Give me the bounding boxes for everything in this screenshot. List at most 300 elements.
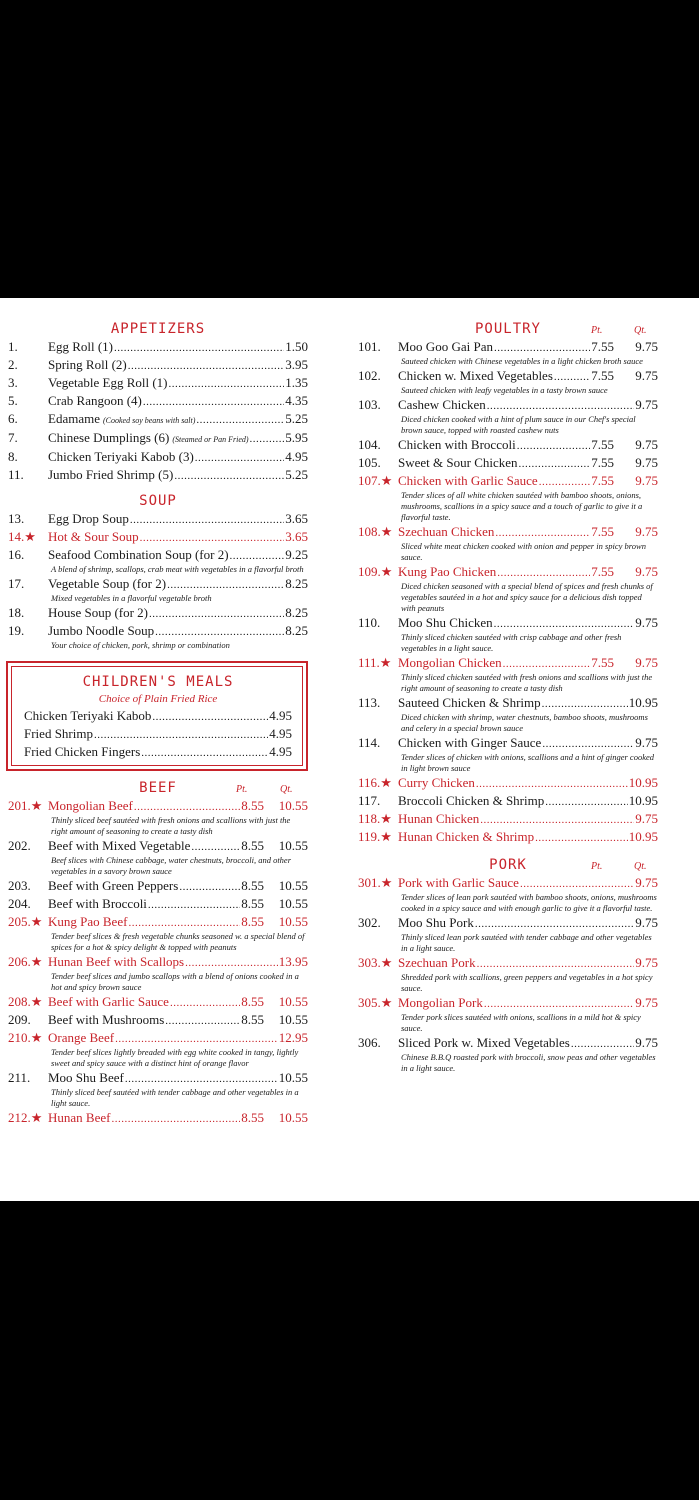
menu-item: [8, 1110, 308, 1127]
item-description: Tender beef slices & fresh vegetable chunks seasoned w. a special blend of spices for a hot & spicy delight & topped with peanuts: [51, 931, 305, 952]
menu-item: [358, 368, 658, 396]
menu-item-row: [8, 411, 308, 429]
menu-item-row: [8, 878, 308, 895]
item-number: 201.★: [8, 798, 43, 813]
item-number: 114.: [358, 735, 381, 750]
item-price-pint: 7.55: [591, 339, 614, 354]
leader-dots: [480, 811, 634, 828]
menu-item-row: [8, 1012, 308, 1029]
leader-dots: [114, 339, 284, 356]
item-price-pint: 7.55: [591, 473, 614, 488]
item-description: Diced chicken with shrimp, water chestnuts, bamboo shoots, mushrooms and celery in a special brown sauce: [401, 712, 648, 733]
menu-item-row: [24, 726, 292, 743]
item-price-quart: 9.75: [635, 397, 658, 412]
item-name: Hunan Chicken & Shrimp: [398, 829, 535, 844]
item-price-quart: 9.75: [635, 437, 658, 452]
item-price-quart: 9.75: [635, 955, 658, 970]
beef-pt-label: Pt.: [236, 784, 248, 795]
menu-item: [8, 411, 308, 429]
leader-dots: [475, 915, 634, 932]
leader-dots: [169, 375, 285, 392]
menu-item-row: [358, 655, 658, 672]
menu-item-row: [358, 695, 658, 712]
item-number: 204.: [8, 896, 31, 911]
item-price: 5.25: [285, 411, 308, 426]
item-name: Szechuan Pork: [398, 955, 476, 970]
item-description: Thinly sliced chicken sautéed with fresh onions and scallions with just the right amount of seasoning to create a tasty dish: [401, 672, 653, 693]
item-number: 209.: [8, 1012, 31, 1027]
leader-dots: [487, 397, 635, 414]
item-description: Your choice of chicken, pork, shrimp or combination: [51, 640, 230, 650]
menu-item: [358, 339, 658, 367]
leader-dots: [503, 655, 591, 672]
menu-item: [8, 838, 308, 877]
item-number: 110.: [358, 615, 381, 630]
menu-item: [8, 576, 308, 604]
menu-item: [358, 437, 658, 454]
leader-dots: [94, 726, 268, 743]
menu-item: [24, 744, 292, 761]
item-price: 5.25: [285, 467, 308, 482]
item-price-quart: 10.55: [278, 838, 308, 853]
leader-dots: [174, 467, 284, 484]
item-name: Sweet & Sour Chicken: [398, 455, 518, 470]
menu-item-row: [8, 529, 308, 546]
menu-item: [358, 473, 658, 523]
leader-dots: [191, 838, 240, 855]
item-number: 101.: [358, 339, 381, 354]
item-name: Chicken Teriyaki Kabob: [24, 708, 152, 723]
menu-item: [8, 605, 308, 622]
menu-item: [8, 1012, 308, 1029]
item-number: 13.: [8, 511, 25, 526]
menu-item-row: [358, 995, 658, 1012]
menu-item: [8, 511, 308, 528]
item-name: Hunan Beef with Scallops: [48, 954, 185, 969]
menu-item: [358, 655, 658, 694]
menu-item-row: [8, 357, 308, 374]
menu-item-row: [358, 775, 658, 792]
menu-item: [358, 811, 658, 828]
item-number: 14.★: [8, 529, 36, 544]
leader-dots: [140, 529, 285, 546]
item-number: 306.: [358, 1035, 381, 1050]
item-description: Thinly sliced beef sautéed with fresh onions and scallions with just the right amount of seasoning to create a tasty dish: [51, 815, 291, 836]
item-number: 107.★: [358, 473, 393, 488]
menu-item-row: [8, 339, 308, 356]
item-number: 116.★: [358, 775, 392, 790]
menu-item: [8, 375, 308, 392]
menu-item-row: [8, 954, 308, 971]
menu-item-row: [8, 375, 308, 392]
item-price-quart: 9.75: [635, 735, 658, 750]
menu-item-row: [358, 793, 658, 810]
item-price: 4.95: [269, 744, 292, 759]
item-price-pint: 8.55: [241, 1110, 264, 1125]
item-number: 1.: [8, 339, 18, 354]
leader-dots: [196, 411, 284, 428]
item-description: Mixed vegetables in a flavorful vegetable broth: [51, 593, 212, 603]
leader-dots: [148, 896, 240, 913]
item-number: 303.★: [358, 955, 393, 970]
childrens-meals-box: [6, 661, 308, 771]
item-description: Shredded pork with scallions, green peppers and vegetables in a hot spicy sauce.: [401, 972, 653, 993]
leader-dots: [484, 995, 634, 1012]
leader-dots: [115, 1030, 278, 1047]
leader-dots: [185, 954, 278, 971]
item-description: Sauteed chicken with leafy vegetables in a tasty brown sauce: [401, 385, 608, 395]
item-number: 6.: [8, 411, 18, 426]
item-name: Chicken Teriyaki Kabob (3): [48, 449, 194, 464]
menu-item: [358, 735, 658, 774]
appetizers-title: APPETIZERS: [110, 321, 206, 337]
item-description: Thinly sliced beef sautéed with tender cabbage and other vegetables in a light sauce.: [51, 1087, 299, 1108]
leader-dots: [545, 793, 628, 810]
pork-qt-label: Qt.: [634, 861, 647, 872]
menu-item-row: [8, 994, 308, 1011]
item-price-pint: 8.55: [241, 838, 264, 853]
leader-dots: [134, 798, 240, 815]
item-price-quart: 9.75: [635, 524, 658, 539]
menu-item: [8, 339, 308, 356]
item-price: 8.25: [285, 623, 308, 638]
menu-item-row: [358, 875, 658, 892]
menu-item-row: [358, 437, 658, 454]
item-note: (Cooked soy beans with salt): [102, 416, 196, 425]
leader-dots: [130, 511, 284, 528]
item-number: 203.: [8, 878, 31, 893]
leader-dots: [519, 455, 591, 472]
item-number: 212.★: [8, 1110, 43, 1125]
leader-dots: [495, 524, 590, 541]
menu-item: [358, 915, 658, 954]
item-number: 206.★: [8, 954, 43, 969]
item-number: 11.: [8, 467, 24, 482]
pork-list: [358, 875, 658, 1074]
item-description: Diced chicken seasoned with a special blend of spices and fresh chunks of vegetables sautéed in a hot and spicy sauce for a delicious dish topped with peanuts: [401, 581, 653, 613]
item-description: Thinly sliced lean pork sautéed with tender cabbage and other vegetables in a light sauce.: [401, 932, 652, 953]
item-name: Egg Roll (1): [48, 339, 113, 354]
menu-item: [358, 995, 658, 1034]
item-price-quart: 13.95: [278, 954, 308, 969]
item-number: 113.: [358, 695, 381, 710]
item-name: Hunan Chicken: [398, 811, 480, 826]
menu-item: [358, 875, 658, 914]
menu-item: [358, 397, 658, 436]
item-name: Chicken with Ginger Sauce: [398, 735, 542, 750]
leader-dots: [149, 605, 284, 622]
pork-title: PORK Pt. Qt.: [358, 856, 658, 874]
item-number: 16.: [8, 547, 25, 562]
item-number: 210.★: [8, 1030, 43, 1045]
menu-item: [8, 547, 308, 575]
leader-dots: [476, 775, 628, 792]
item-name: Moo Shu Pork: [398, 915, 474, 930]
item-name: Moo Shu Chicken: [398, 615, 493, 630]
menu-item: [358, 524, 658, 563]
menu-item: [358, 955, 658, 994]
item-price-pint: 8.55: [241, 798, 264, 813]
item-price-quart: 9.75: [635, 995, 658, 1010]
item-name: Chinese Dumplings (6): [48, 430, 170, 445]
leader-dots: [155, 623, 284, 640]
menu-item: [8, 357, 308, 374]
item-price: 3.65: [285, 511, 308, 526]
leader-dots: [125, 1070, 278, 1087]
leader-dots: [167, 576, 284, 593]
item-price-quart: 10.55: [278, 914, 308, 929]
menu-item-row: [8, 547, 308, 564]
item-name: Spring Roll (2): [48, 357, 127, 372]
menu-item-row: [358, 735, 658, 752]
item-number: 111.★: [358, 655, 392, 670]
item-price-quart: 9.75: [635, 339, 658, 354]
menu-item: [8, 1030, 308, 1069]
menu-item-row: [358, 524, 658, 541]
item-name: Fried Chicken Fingers: [24, 744, 141, 759]
item-name: Mongolian Beef: [48, 798, 133, 813]
leader-dots: [494, 615, 635, 632]
item-number: 301.★: [358, 875, 393, 890]
item-price-quart: 9.75: [635, 368, 658, 383]
item-name: Egg Drop Soup: [48, 511, 129, 526]
poultry-qt-label: Qt.: [634, 325, 647, 336]
menu-item-row: [358, 829, 658, 846]
leader-dots: [520, 875, 634, 892]
item-name: Moo Goo Gai Pan: [398, 339, 493, 354]
item-price-pint: 7.55: [591, 437, 614, 452]
item-number: 17.: [8, 576, 25, 591]
menu-item-row: [8, 896, 308, 913]
leader-dots: [542, 695, 628, 712]
item-price: 8.25: [285, 605, 308, 620]
item-name: Crab Rangoon (4): [48, 393, 142, 408]
item-number: 119.★: [358, 829, 392, 844]
childrens-meals-subtitle: Choice of Plain Fried Rice: [98, 693, 218, 705]
item-name: Sliced Pork w. Mixed Vegetables: [398, 1035, 570, 1050]
item-number: 102.: [358, 368, 381, 383]
menu-item: [8, 393, 308, 410]
item-name: Edamame: [48, 411, 100, 426]
item-name: Jumbo Fried Shrimp (5): [48, 467, 174, 482]
item-price: 1.50: [285, 339, 308, 354]
menu-item: [358, 829, 658, 846]
menu-item: [358, 564, 658, 614]
leader-dots: [494, 339, 590, 356]
item-number: 109.★: [358, 564, 393, 579]
item-note: (Steamed or Pan Fried): [172, 435, 249, 444]
item-price: 1.35: [285, 375, 308, 390]
menu-item: [358, 455, 658, 472]
item-description: Tender beef slices lightly breaded with egg white cooked in tangy, lightly sweet and spicy sauce with a distinct hint of orange flavor: [51, 1047, 299, 1068]
item-price: 5.95: [285, 430, 308, 445]
item-number: 2.: [8, 357, 18, 372]
item-price-quart: 9.75: [635, 811, 658, 826]
item-price-pint: 8.55: [241, 994, 264, 1009]
menu-item-row: [358, 1035, 658, 1052]
leader-dots: [554, 368, 590, 385]
soup-list: [8, 511, 308, 651]
item-description: Tender slices of lean pork sautéed with bamboo shoots, onions, mushrooms cooked in a spicy sauce and with enough garlic to give it a flavorful taste.: [401, 892, 657, 913]
menu-item-row: [8, 467, 308, 484]
item-price-quart: 9.75: [635, 915, 658, 930]
item-price-pint: 7.55: [591, 524, 614, 539]
item-name: Broccoli Chicken & Shrimp: [398, 793, 545, 808]
item-price-quart: 10.55: [278, 994, 308, 1009]
item-name: Hot & Sour Soup: [48, 529, 139, 544]
item-description: Thinly sliced chicken sautéed with crisp cabbage and other fresh vegetables in a light sauce.: [401, 632, 622, 653]
item-name: Chicken w. Mixed Vegetables: [398, 368, 553, 383]
item-price-quart: 12.95: [278, 1030, 308, 1045]
item-name: Vegetable Soup (for 2): [48, 576, 167, 591]
leader-dots: [497, 564, 590, 581]
item-price-quart: 10.95: [628, 695, 658, 710]
menu-item-row: [8, 576, 308, 593]
item-name: Kung Pao Beef: [48, 914, 128, 929]
item-price-pint: 7.55: [591, 368, 614, 383]
item-number: 105.: [358, 455, 381, 470]
item-description: Tender pork slices sautéed with onions, scallions in a mild hot & spicy sauce.: [401, 1012, 641, 1033]
leader-dots: [517, 437, 591, 454]
item-number: 104.: [358, 437, 381, 452]
menu-item-row: [8, 914, 308, 931]
item-number: 108.★: [358, 524, 393, 539]
leader-dots: [170, 994, 240, 1011]
menu-item-row: [358, 811, 658, 828]
leader-dots: [111, 1110, 240, 1127]
item-description: Tender slices of all white chicken sautéed with bamboo shoots, onions, mushrooms, scallions in a spicy sauce and a touch of garlic to give it a flavorful taste.: [401, 490, 643, 522]
childrens-meals-title: CHILDREN'S MEALS: [82, 674, 234, 690]
menu-item-row: [8, 1110, 308, 1127]
menu-item-row: [8, 798, 308, 815]
item-price-quart: 10.55: [278, 1012, 308, 1027]
item-price-quart: 9.75: [635, 564, 658, 579]
leader-dots: [195, 449, 284, 466]
item-price-pint: 7.55: [591, 455, 614, 470]
menu-page: [0, 298, 699, 1201]
item-price-quart: 9.75: [635, 455, 658, 470]
item-price-quart: 10.95: [628, 775, 658, 790]
appetizers-list: [8, 339, 308, 484]
menu-item-row: [24, 708, 292, 725]
item-description: Beef slices with Chinese cabbage, water chestnuts, broccoli, and other vegetables in a savory brown sauce: [51, 855, 292, 876]
item-name: Jumbo Noodle Soup: [48, 623, 155, 638]
item-price-quart: 9.75: [635, 875, 658, 890]
leader-dots: [477, 955, 635, 972]
menu-item: [8, 914, 308, 953]
menu-item: [8, 798, 308, 837]
item-number: 305.★: [358, 995, 393, 1010]
item-description: Tender slices of chicken with onions, scallions and a hint of ginger cooked in light brown sauce: [401, 752, 655, 773]
item-number: 8.: [8, 449, 18, 464]
menu-item-row: [24, 744, 292, 761]
leader-dots: [539, 473, 591, 490]
item-price-quart: 10.95: [628, 829, 658, 844]
leader-dots: [143, 393, 284, 410]
poultry-title: POULTRY Pt. Qt.: [358, 320, 658, 338]
item-name: Mongolian Chicken: [398, 655, 502, 670]
menu-item: [8, 994, 308, 1011]
menu-item-row: [8, 449, 308, 466]
item-price-quart: 10.55: [278, 878, 308, 893]
leader-dots: [141, 744, 268, 761]
item-description: Sliced white meat chicken cooked with onion and pepper in spicy brown sauce.: [401, 541, 646, 562]
item-price: 4.35: [285, 393, 308, 408]
menu-item-row: [358, 368, 658, 385]
poultry-pt-label: Pt.: [591, 325, 603, 336]
item-name: Beef with Mixed Vegetable: [48, 838, 191, 853]
menu-item-row: [8, 430, 308, 448]
item-number: 7.: [8, 430, 18, 445]
item-price-pint: 7.55: [591, 655, 614, 670]
item-name: Beef with Broccoli: [48, 896, 147, 911]
item-price: 9.25: [285, 547, 308, 562]
item-number: 211.: [8, 1070, 31, 1085]
item-name: Pork with Garlic Sauce: [398, 875, 519, 890]
menu-item-row: [8, 1070, 308, 1087]
menu-item-row: [8, 605, 308, 622]
leader-dots: [250, 430, 285, 447]
item-number: 3.: [8, 375, 18, 390]
beef-list: [8, 798, 308, 1127]
menu-item-row: [358, 473, 658, 490]
item-price: 4.95: [269, 726, 292, 741]
item-price-pint: 7.55: [591, 564, 614, 579]
menu-item-row: [358, 955, 658, 972]
menu-item-row: [358, 915, 658, 932]
menu-item-row: [8, 393, 308, 410]
item-price-pint: 8.55: [241, 878, 264, 893]
item-number: 302.: [358, 915, 381, 930]
item-number: 117.: [358, 793, 381, 808]
item-name: Cashew Chicken: [398, 397, 486, 412]
item-name: Chicken with Broccoli: [398, 437, 516, 452]
item-name: Beef with Green Peppers: [48, 878, 179, 893]
leader-dots: [542, 735, 634, 752]
menu-item: [358, 793, 658, 810]
item-description: A blend of shrimp, scallops, crab meat with vegetables in a flavorful broth: [51, 564, 304, 574]
childrens-meals-list: [24, 708, 292, 761]
leader-dots: [152, 708, 268, 725]
poultry-list: [358, 339, 658, 846]
item-number: 205.★: [8, 914, 43, 929]
menu-item: [8, 529, 308, 546]
menu-item: [8, 878, 308, 895]
leader-dots: [571, 1035, 634, 1052]
menu-item: [358, 1035, 658, 1074]
item-price-quart: 9.75: [635, 1035, 658, 1050]
item-name: Mongolian Pork: [398, 995, 483, 1010]
menu-item-row: [358, 615, 658, 632]
item-name: Hunan Beef: [48, 1110, 111, 1125]
menu-item-row: [358, 455, 658, 472]
menu-item: [358, 615, 658, 654]
menu-item: [358, 775, 658, 792]
menu-item: [8, 623, 308, 651]
item-description: Chinese B.B.Q roasted pork with broccoli, snow peas and other vegetables in a light sauce.: [401, 1052, 656, 1073]
leader-dots: [165, 1012, 240, 1029]
menu-item: [8, 954, 308, 993]
item-name: Fried Shrimp: [24, 726, 93, 741]
menu-item-row: [8, 623, 308, 640]
right-column: [358, 320, 658, 1074]
menu-item: [8, 896, 308, 913]
item-price-quart: 10.55: [278, 896, 308, 911]
leader-dots: [128, 357, 285, 374]
item-name: Seafood Combination Soup (for 2): [48, 547, 229, 562]
menu-item: [24, 708, 292, 725]
menu-item: [8, 1070, 308, 1109]
